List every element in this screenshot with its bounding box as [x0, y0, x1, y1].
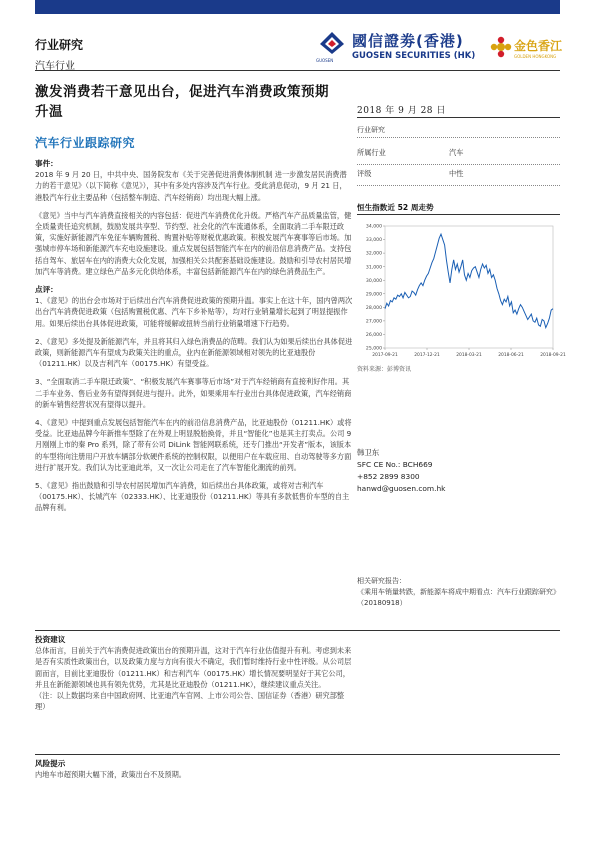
x-tick-label: 2018-09-21: [540, 353, 566, 358]
report-category: 行业研究: [35, 38, 84, 52]
report-title: 激发消费若干意见出台，促进汽车消费政策预期升温: [35, 84, 329, 120]
events-section: [35, 158, 353, 277]
comment-5: 5、《意见》指出鼓励和引导农村居民增加汽车消费，如后续出台具体政策，或将对吉利汽车（00175.HK）、长城汽车（02333.HK）、比亚迪股份（01211.HK）等具有多款低售价车型的自主品牌有利。: [35, 481, 350, 513]
hsi-chart: [357, 220, 566, 360]
rating-value: 中性: [449, 169, 464, 178]
chart-plot-frame: [385, 226, 553, 348]
analyst-block: [357, 447, 445, 495]
chart-divider: [357, 214, 560, 215]
risk-paragraph: 内地车市超预期大幅下滑，政策出台不及预期。: [35, 770, 186, 780]
y-tick-label: 32,000: [365, 251, 382, 257]
analyst-sfc: SFC CE No.: BCH669: [357, 460, 433, 469]
investment-heading: 投资建议: [35, 635, 66, 644]
risk-heading: 风险提示: [35, 759, 66, 768]
x-tick-label: 2018-03-21: [456, 353, 482, 358]
rating-row-industry: [357, 145, 560, 163]
guosen-small-text: GUOSEN: [316, 58, 334, 63]
rating-heading: 行业研究: [357, 126, 385, 134]
chart-source: 资料来源：彭博资讯: [357, 366, 412, 373]
top-color-bar: [35, 0, 560, 14]
comment-4: 4、《意见》中提到重点发展包括智能汽车在内的前沿信息消费产品，比亚迪股份（01211.HK）或将受益。比亚迪品牌今年新推车型除了在外观上明显脱胎换骨，并且“智能化”也是其主打卖点。公司 9 月刚刚上市的秦 Pro 系列，除了带有公司 DiLink 智能网联系统，还专门推出“开发者”版本，该版本的车型将向注册用户开放车辆部分软硬件系统的控制权限，以便用户在车载应用、自动驾驶等多方面进行扩展开发。我们认为比亚迪此举，又一次让公司走在了汽车智能化潮流的前列。: [35, 418, 352, 472]
analyst-email[interactable]: hanwd@guosen.com.hk: [357, 484, 446, 493]
y-tick-label: 25,000: [365, 346, 382, 352]
rating-divider-top: [357, 137, 560, 138]
analyst-phone: +852 2899 8300: [357, 472, 420, 481]
main-column: [35, 158, 353, 521]
y-tick-label: 28,000: [365, 305, 382, 311]
events-heading: 事件：: [35, 159, 58, 168]
rating-row-rating: [357, 166, 560, 184]
related-heading: 相关研究报告：: [357, 577, 406, 585]
comment-1: 1、《意见》的出台会市场对于后续出台汽车消费促进政策的预期升温。事实上在这十年，国内曾两次出台汽车消费促进政策（包括购置税优惠、汽车下乡补贴等），均对行业销量增长起到了明显提振作用。如果后续出台具体促进政策，可能将缓解或扭转当前行业销量增速下行趋势。: [35, 296, 353, 328]
rating-key: 评级: [357, 169, 372, 178]
analyst-name: 韩卫东: [357, 448, 380, 457]
header-divider: [35, 70, 560, 71]
events-paragraph-2: 《意见》当中与汽车消费直接相关的内容包括：促进汽车消费优化升级。严格汽车产品质量监管，健全质量责任追究机制，鼓励发展共享型、节约型、社会化的汽车流通体系，全面取消二手车限迁政策，实施好新能源汽车免征车辆购置税、购置补贴等财税优惠政策。积极发展汽车赛事等后市场。加强城市停车场和新能源汽车充电设施建设。重点发展包括智能汽车在内的前沿信息消费产品。支持包括自驾车、旅居车在内的消费大众化发展，加强相关公共配套基础设施建设。鼓励和引导农村居民增加汽车等消费。建立绿色产品多元化供给体系，丰富包括新能源汽车在内的绿色消费品生产。: [35, 210, 352, 276]
header-left: [35, 36, 83, 72]
golden-hongkong-flower-icon: [490, 36, 512, 58]
chart-title: 恒生指数近 52 周走势: [357, 203, 434, 212]
events-paragraph-1: 2018 年 9 月 20 日，中共中央、国务院发布《关于完善促进消费体制机制 进一步激发居民消费潜力的若干意见》（以下简称《意见》），其中有多处内容涉及汽车行业。受此消息促动，9 月 21 日，港股汽车行业主要品种（包括整车制造、汽车经销商）均出现大幅上涨。: [35, 170, 347, 202]
golden-hongkong-name-cn: 金色香江: [514, 39, 563, 53]
y-tick-label: 26,000: [365, 333, 382, 339]
report-date: 2018 年 9 月 28 日: [357, 106, 446, 116]
risk-divider: [35, 754, 560, 755]
guosen-logo: [318, 28, 478, 68]
x-tick-label: 2018-06-21: [498, 353, 524, 358]
guosen-name-cn: 國信證劵(香港): [352, 32, 464, 50]
y-tick-label: 27,000: [365, 319, 382, 325]
y-tick-label: 34,000: [365, 224, 382, 230]
hsi-line-chart: [357, 220, 566, 360]
related-item[interactable]: 《乘用车销量转跌，新能源车将成中期看点：汽车行业跟踪研究》（20180918）: [357, 588, 560, 607]
investment-note: （注：以上数据均来自中国政府网、比亚迪汽车官网、上市公司公告、国信证券（香港）研究部整理）: [35, 691, 345, 712]
comment-2: 2、《意见》多处提及新能源汽车，并且将其归入绿色消费品的范畴。我们认为如果后续出台具体促进政策，则新能源汽车有望成为政策关注的重点，业内在新能源领域相对领先的比亚迪股份（01211.HK）以及吉利汽车（00175.HK）有望受益。: [35, 336, 353, 369]
comment-3: 3、“全面取消二手车限迁政策”、“积极发展汽车赛事等后市场”对于汽车经销商有直接利好作用。其二手车业务、售后业务有望得到促进与提升。此外，如果乘用车行业出台具体促进政策，汽车经销商的新车销售经营状况有望得以提升。: [35, 377, 352, 409]
comments-section: [35, 284, 353, 514]
guosen-emblem-icon: [318, 30, 346, 56]
rating-row-divider: [357, 164, 560, 165]
hsi-series-line: [385, 234, 553, 328]
golden-hongkong-logo: [490, 32, 565, 66]
x-tick-label: 2017-09-21: [372, 353, 398, 358]
investment-paragraph: 总体而言，目前关于汽车消费促进政策出台的预期升温，这对于汽车行业估值提升有利。考虑到未来是否有实质性政策出台，以及政策力度与方向有很大不确定，我们暂时维持行业中性评级。从公司层面而言，目前比亚迪股份（01211.HK）和吉利汽车（00175.HK）增长情况要明显好于其它公司，并且在新能源领域也具有领先优势，尤其是比亚迪股份（01211.HK），继续建议重点关注。: [35, 646, 352, 689]
related-reports: [357, 576, 562, 609]
investment-divider: [35, 630, 560, 631]
y-tick-label: 31,000: [365, 265, 382, 271]
investment-section: [35, 634, 560, 712]
comments-heading: 点评：: [35, 285, 58, 295]
risk-section: [35, 758, 560, 780]
y-tick-label: 30,000: [365, 278, 382, 284]
date-divider: [357, 117, 560, 118]
x-tick-label: 2017-12-21: [414, 353, 440, 358]
y-tick-label: 33,000: [365, 238, 382, 244]
y-tick-label: 29,000: [365, 292, 382, 298]
rating-key: 所属行业: [357, 148, 386, 157]
guosen-name-en: GUOSEN SECURITIES (HK): [352, 51, 476, 61]
report-industry: 汽车行业: [35, 61, 75, 72]
rating-row-divider: [357, 185, 560, 186]
golden-hongkong-name-en: GOLDEN HONGKONG: [514, 54, 557, 59]
report-subtitle: 汽车行业跟踪研究: [35, 136, 136, 150]
rating-value: 汽车: [449, 148, 464, 157]
